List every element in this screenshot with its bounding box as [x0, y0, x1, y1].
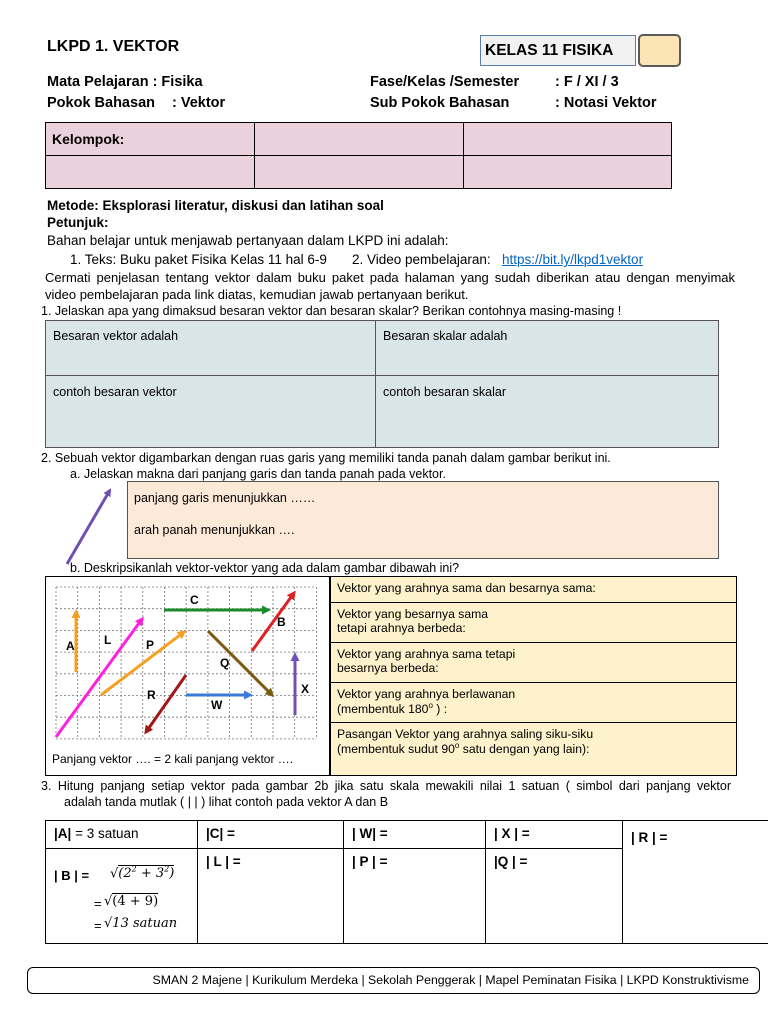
q3-question-line-2: adalah tanda mutlak ( | | ) lihat contoh pada vektor A dan B [64, 795, 389, 809]
kelompok-table [45, 122, 672, 189]
magnitude-r-cell[interactable]: | R | = [623, 821, 768, 944]
answer-same-direction-magnitude[interactable] [331, 577, 736, 603]
vector-b-label: B [277, 615, 286, 629]
vector-w-label: W [211, 698, 223, 712]
pokok-label: Pokok Bahasan [47, 95, 155, 111]
answer-opposite-direction[interactable] [331, 683, 736, 723]
sqrt-term: ) [169, 866, 175, 882]
kelompok-cell[interactable] [255, 156, 464, 189]
sqrt-expression-2: √(4 + 9) [104, 894, 159, 909]
q3-answer-table [45, 820, 768, 944]
magnitude-q-cell[interactable]: |Q | = [486, 849, 623, 944]
kelas-box [638, 34, 681, 67]
answer-label: Vektor yang arahnya sama dan besarnya sama: [337, 581, 596, 595]
answer-label [337, 741, 730, 756]
kelompok-cell[interactable] [255, 123, 464, 156]
vektor-definition-cell[interactable]: Besaran vektor adalah [53, 329, 179, 343]
page-title: LKPD 1. VEKTOR [47, 38, 180, 55]
answer-same-direction[interactable] [331, 643, 736, 683]
vector-p-label: P [146, 638, 155, 652]
q3-question-line-1: 3. Hitung panjang setiap vektor pada gambar 2b jika satu skala mewakili nilai 1 satuan ( simbol dari panjang vektor [41, 779, 731, 793]
kelompok-label: Kelompok: [46, 123, 255, 156]
answer-label: Pasangan Vektor yang arahnya saling siku-siku [337, 727, 594, 741]
sqrt-expression-1: $√(2^2 + 3^2)$ [110, 865, 175, 882]
vector-b-arrow [252, 593, 294, 651]
q1-question: 1. Jelaskan apa yang dimaksud besaran vektor dan besaran skalar? Berikan contohnya masing-masing ! [41, 304, 622, 318]
answer-text: (membentuk sudut 90 [337, 742, 455, 757]
magnitude-p-cell[interactable]: | P | = [344, 849, 486, 944]
pokok-value: : Vektor [172, 95, 226, 111]
answer-text: satu dengan yang lain): [459, 742, 590, 757]
bahan-text: Bahan belajar untuk menjawab pertanyaan dalam LKPD ini adalah: [47, 233, 449, 248]
magnitude-a-label: |A| [54, 826, 72, 841]
answer-label: Vektor yang arahnya sama tetapi [337, 647, 516, 661]
q2b-question: b. Deskripsikanlah vektor-vektor yang ada dalam gambar dibawah ini? [70, 561, 460, 575]
fase-value: : F / XI / 3 [555, 74, 619, 90]
answer-label: Vektor yang arahnya berlawanan [337, 687, 516, 701]
vector-q-label: Q [220, 656, 230, 670]
vector-c-label: C [190, 593, 199, 607]
skalar-example-cell[interactable]: contoh besaran skalar [383, 385, 506, 399]
kelas-label: KELAS 11 FISIKA [480, 35, 636, 66]
mapel-line: Mata Pelajaran : Fisika [47, 74, 203, 90]
sqrt-term: + 3 [136, 866, 165, 882]
sub-label: Sub Pokok Bahasan [370, 95, 510, 111]
sub-value: : Notasi Vektor [555, 95, 657, 111]
petunjuk: Petunjuk: [47, 215, 109, 230]
magnitude-a-value: = 3 satuan [75, 826, 139, 841]
vector-q-arrow [208, 631, 272, 695]
answer-label [337, 701, 730, 716]
kelompok-cell[interactable] [464, 123, 672, 156]
kelompok-cell[interactable] [464, 156, 672, 189]
fase-label: Fase/Kelas /Semester [370, 74, 520, 90]
degree-sup: o [428, 701, 433, 711]
magnitude-c-cell[interactable]: |C| = [198, 821, 344, 849]
magnitude-a-cell [46, 821, 198, 849]
bahan-item-1: 1. Teks: Buku paket Fisika Kelas 11 hal 6-9 [70, 252, 327, 267]
vector-figure [45, 576, 330, 776]
magnitude-b-cell [46, 849, 198, 944]
answer-text: ) : [432, 702, 448, 717]
magnitude-b-label: | B | = [54, 868, 90, 883]
q2b-answer-panel [330, 576, 737, 776]
answer-text: (membentuk 180 [337, 702, 429, 717]
q2a-question: a. Jelaskan makna dari panjang garis dan tanda panah pada vektor. [70, 467, 446, 481]
figure-caption: Panjang vektor …. = 2 kali panjang vektor …. [52, 752, 294, 766]
sqrt-term: 13 satuan [112, 916, 178, 931]
intro-paragraph-2: video pembelajaran pada link diatas, kemudian jawab pertanyaan berikut. [45, 287, 469, 302]
magnitude-l-cell[interactable]: | L | = [198, 849, 344, 944]
q2a-answer-box[interactable] [127, 481, 719, 559]
sqrt-term: (2 [118, 866, 132, 882]
vector-r-label: R [147, 688, 156, 702]
metode: Metode: Eksplorasi literatur, diskusi dan latihan soal [47, 198, 384, 213]
equals-sign: = [94, 896, 102, 911]
q2-question: 2. Sebuah vektor digambarkan dengan ruas garis yang memiliki tanda panah dalam gambar berikut ini. [41, 451, 611, 465]
exponent: 2 [131, 865, 137, 874]
answer-same-magnitude[interactable] [331, 603, 736, 643]
vektor-example-cell[interactable]: contoh besaran vektor [53, 385, 177, 399]
vector-x-label: X [301, 682, 310, 696]
answer-perpendicular[interactable] [331, 723, 736, 775]
magnitude-x-cell[interactable]: | X | = [486, 821, 623, 849]
vector-a-label: A [66, 639, 75, 653]
vector-grid-diagram [46, 577, 329, 775]
exponent: 2 [164, 865, 170, 874]
vector-l-label: L [104, 633, 112, 647]
bahan-item-2: 2. Video pembelajaran: [352, 252, 491, 267]
skalar-definition-cell[interactable]: Besaran skalar adalah [383, 329, 508, 343]
vector-r-arrow [146, 675, 186, 732]
video-link[interactable]: https://bit.ly/lkpd1vektor [502, 252, 644, 267]
kelompok-cell[interactable] [46, 156, 255, 189]
magnitude-w-cell[interactable]: | W| = [344, 821, 486, 849]
footer: SMAN 2 Majene | Kurikulum Merdeka | Sekolah Penggerak | Mapel Peminatan Fisika | LKPD Konstruktivisme [27, 967, 760, 994]
intro-paragraph-1: Cermati penjelasan tentang vektor dalam buku paket pada halaman yang sudah diberikan atau dengan menyimak [45, 270, 735, 285]
panjang-garis-text: panjang garis menunjukkan …… [134, 491, 316, 505]
sqrt-expression-3: √13 satuan [104, 916, 178, 931]
example-vector-arrow [60, 484, 120, 568]
degree-sup: o [454, 741, 460, 751]
answer-label: besarnya berbeda: [337, 661, 439, 676]
equals-sign: = [94, 918, 102, 933]
sqrt-term: (4 + 9) [112, 894, 159, 909]
q1-answer-table [45, 320, 719, 448]
answer-label: Vektor yang besarnya sama [337, 607, 489, 621]
arah-panah-text: arah panah menunjukkan …. [134, 523, 295, 537]
vector-p-arrow [101, 632, 184, 695]
answer-label: tetapi arahnya berbeda: [337, 621, 466, 636]
